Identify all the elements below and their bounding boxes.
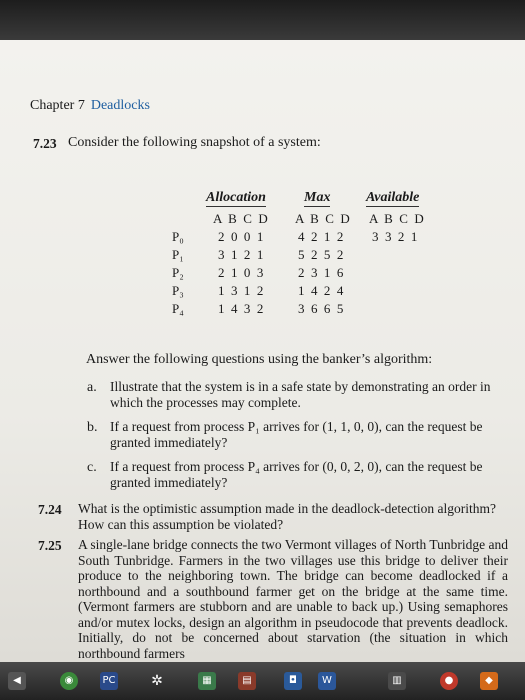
item-label-a: a.: [87, 380, 97, 395]
process-label: P₄: [172, 301, 184, 316]
back-arrow-icon[interactable]: ◀: [8, 672, 26, 690]
grid-app-icon[interactable]: ▥: [388, 672, 406, 690]
allocation-header: Allocation: [206, 190, 266, 205]
chapter-number: Chapter 7: [30, 98, 85, 113]
max-cell: 1 4 2 4: [298, 283, 345, 298]
process-label: P₃: [172, 283, 184, 298]
chapter-header: [30, 98, 150, 114]
app-orange-icon[interactable]: ◆: [480, 672, 498, 690]
process-label: P₁: [172, 247, 184, 262]
max-cell: 2 3 1 6: [298, 265, 345, 280]
pc-label: PC: [102, 675, 116, 686]
allocation-cell: 2 1 0 3: [218, 265, 265, 280]
item-b-text: If a request from process P₁ arrives for (1, 1, 0, 0), can the request be granted immediately?: [110, 419, 483, 450]
item-label-c: c.: [87, 460, 97, 475]
taskbar: [0, 662, 525, 700]
item-c-text: If a request from process P₄ arrives for (0, 0, 2, 0), can the request be granted immediately?: [110, 459, 483, 490]
question-text: Answer the following questions using the banker’s algorithm:: [86, 352, 433, 367]
word-icon[interactable]: [318, 672, 336, 690]
item-label-b: b.: [87, 420, 98, 435]
process-label: P₂: [172, 265, 184, 280]
available-header: Available: [366, 190, 420, 205]
item-a-text: Illustrate that the system is in a safe state by demonstrating an order in which the processes may complete.: [110, 379, 491, 410]
max-cell: 3 6 6 5: [298, 301, 345, 316]
problem-number-7-23: 7.23: [33, 136, 57, 151]
chat-icon[interactable]: ◘: [284, 672, 302, 690]
chart-app-icon[interactable]: ▦: [198, 672, 216, 690]
allocation-cell: 2 0 0 1: [218, 229, 265, 244]
max-header: Max: [304, 190, 331, 205]
pc-icon[interactable]: [100, 672, 118, 690]
max-subheader: A B C D: [295, 211, 352, 226]
problem-number-7-25: 7.25: [38, 538, 62, 553]
allocation-cell: 1 4 3 2: [218, 301, 265, 316]
max-cell: 5 2 5 2: [298, 247, 345, 262]
allocation-subheader: A B C D: [213, 211, 270, 226]
process-label: P₀: [172, 229, 184, 244]
chapter-title: Deadlocks: [90, 98, 150, 113]
gear-icon[interactable]: ✲: [151, 673, 163, 689]
available-subheader: A B C D: [369, 211, 426, 226]
browser-icon[interactable]: ●: [440, 672, 458, 690]
textbook-page: [0, 40, 525, 662]
app-green-icon[interactable]: ◉: [60, 672, 78, 690]
available-value: 3 3 2 1: [372, 229, 419, 244]
problem-number-7-24: 7.24: [38, 502, 62, 517]
calendar-icon[interactable]: ▤: [238, 672, 256, 690]
top-bezel: [0, 0, 525, 40]
word-label: W: [322, 675, 332, 686]
problem-7-24-text: What is the optimistic assumption made in the deadlock-detection algorithm? How can this assumption be violated?: [78, 501, 497, 532]
problem-7-25-text: A single-lane bridge connects the two Vermont villages of North Tunbridge and South Tunbridge. Farmers in the two villages use this bridge to deliver their produce to the neighboring town. The bridge can become deadlocked if a northbound and a southbound farmer get on the bridge at the same time. (Vermont farmers are stubborn and are unable to back up.) Using semaphores and/or mutex locks, design an algorithm in pseudocode that prevents deadlock. Initially, do not be concerned about starvation (the situation in which northbound farmers: [78, 537, 508, 661]
allocation-cell: 3 1 2 1: [218, 247, 265, 262]
allocation-cell: 1 3 1 2: [218, 283, 265, 298]
max-cell: 4 2 1 2: [298, 229, 345, 244]
problem-7-23-intro: Consider the following snapshot of a system:: [68, 135, 321, 150]
